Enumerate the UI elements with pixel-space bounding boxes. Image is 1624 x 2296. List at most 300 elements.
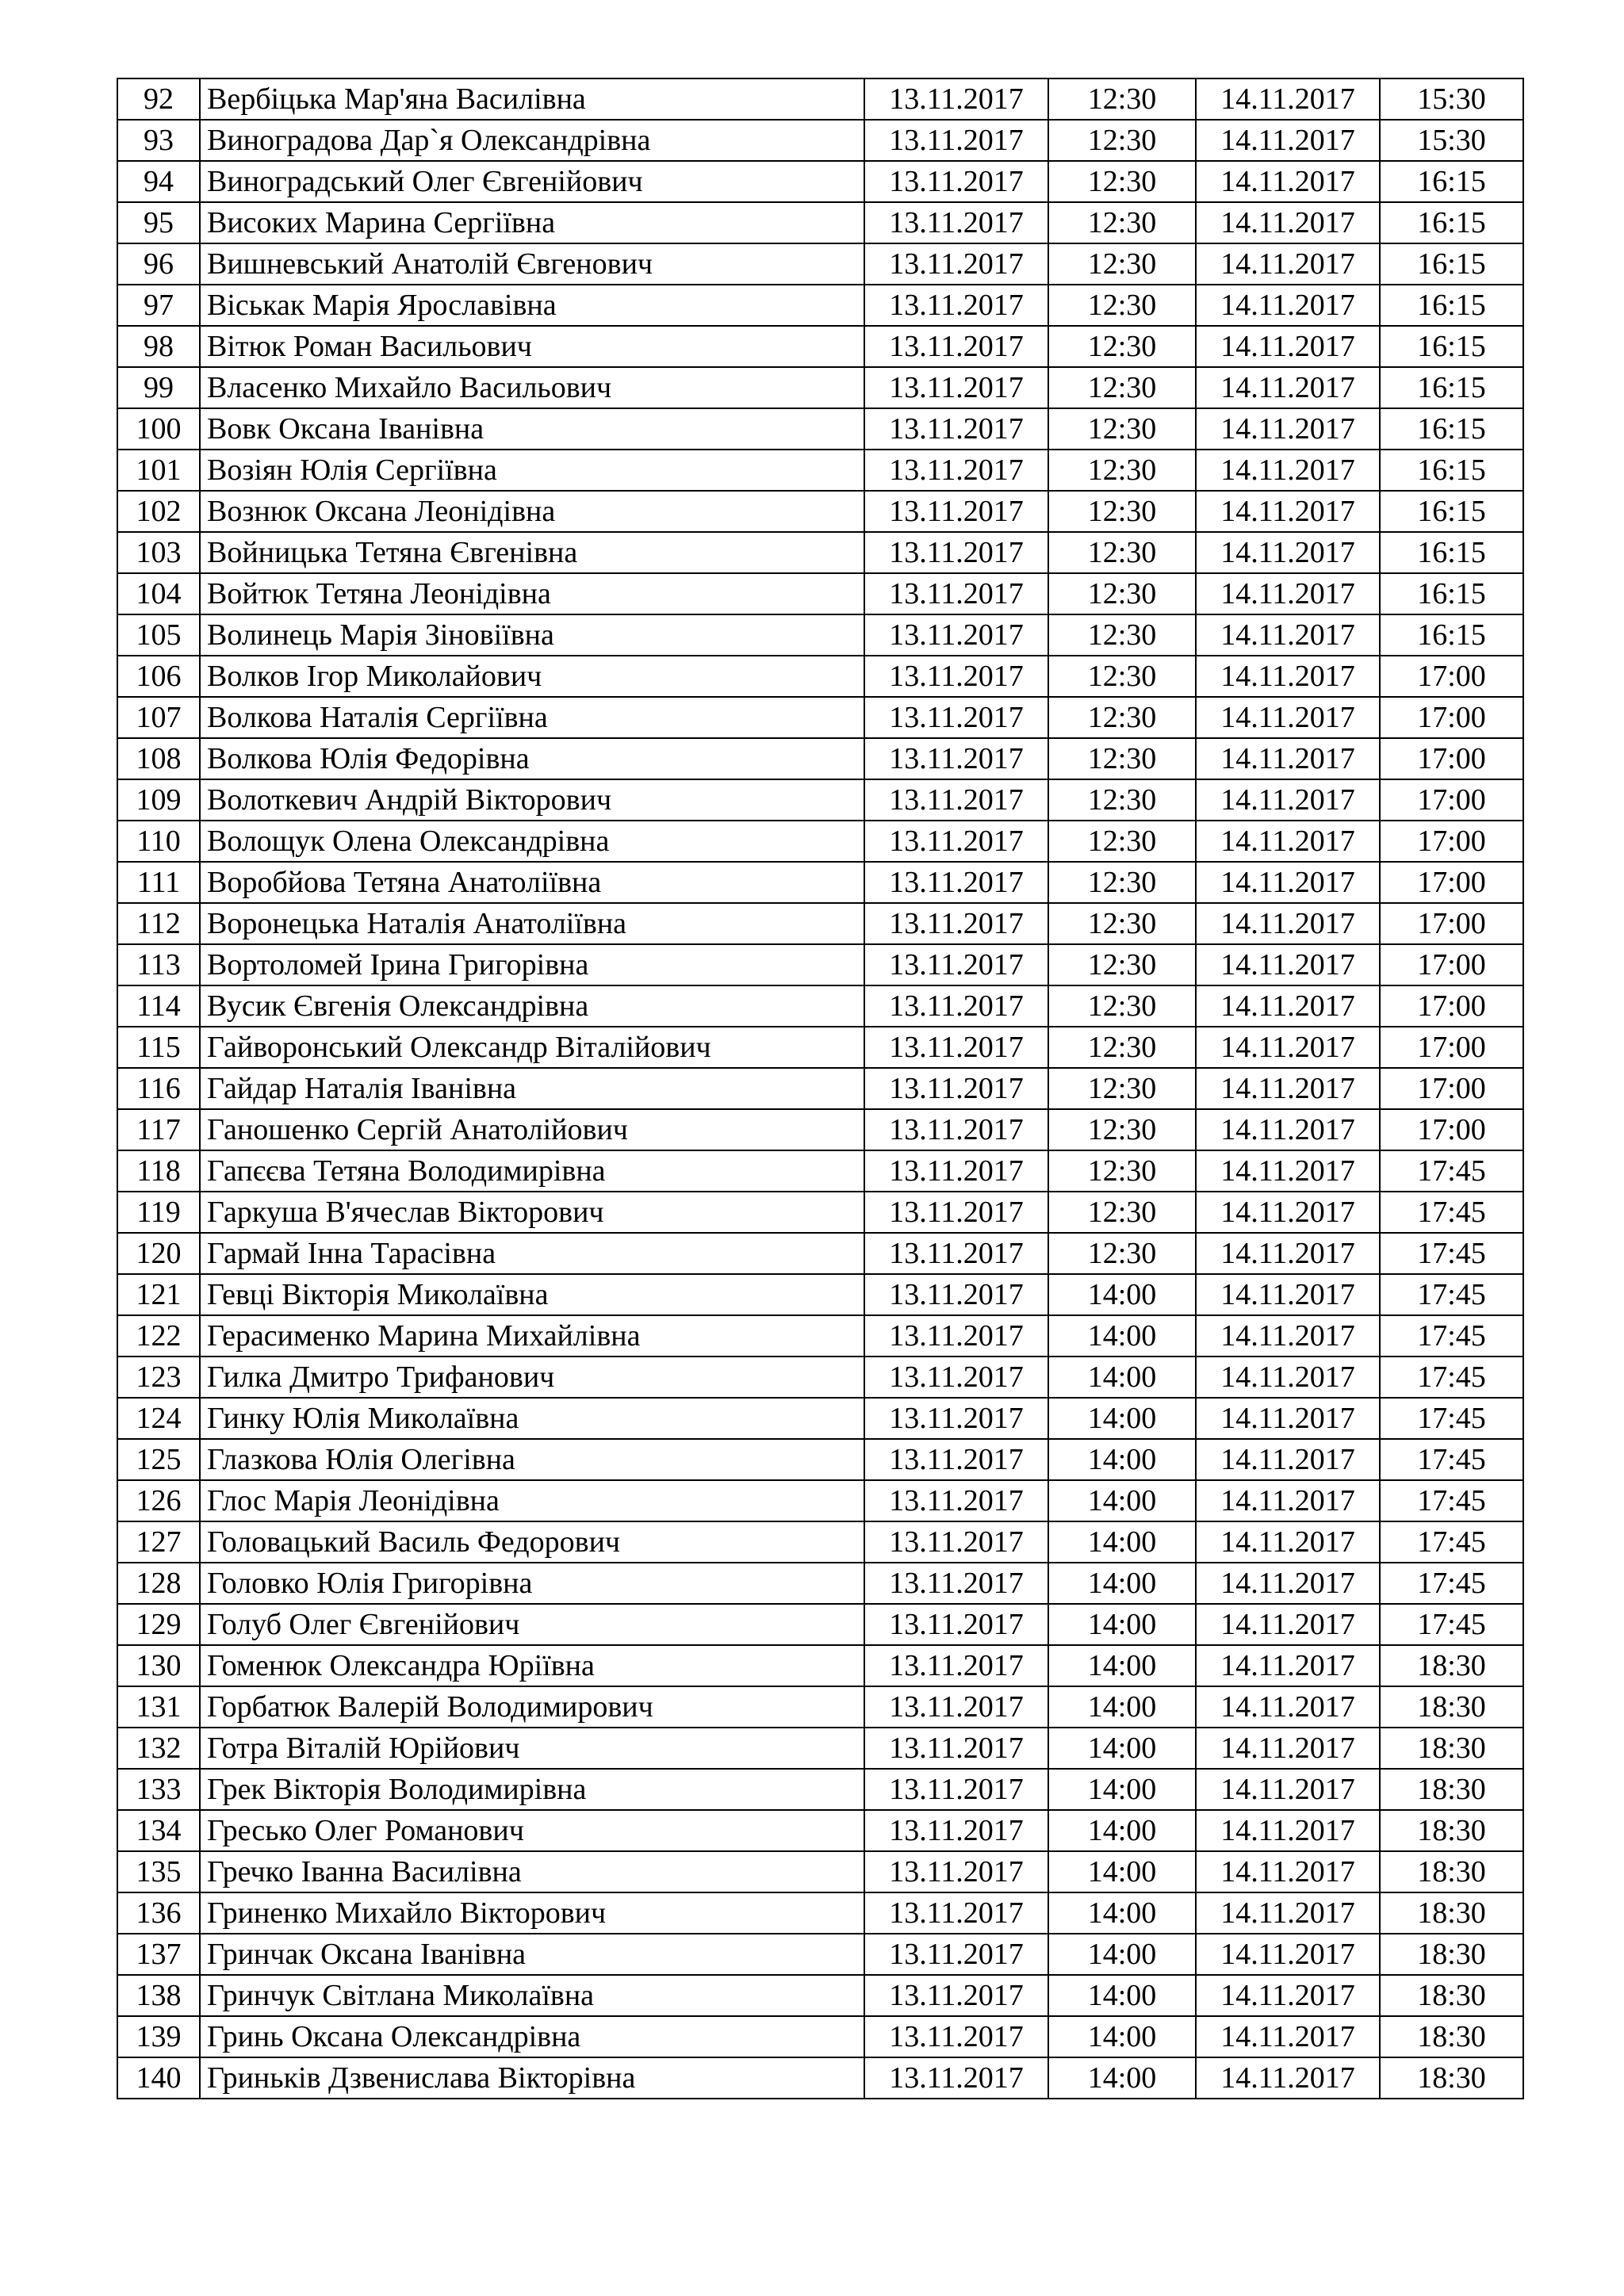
person-name-cell: Гайворонський Олександр Віталійович <box>200 1027 864 1068</box>
second-time-cell: 17:45 <box>1380 1604 1523 1645</box>
person-name-cell: Волощук Олена Олександрівна <box>200 821 864 862</box>
first-date-cell: 13.11.2017 <box>864 697 1048 738</box>
person-name-cell: Віськак Марія Ярославівна <box>200 285 864 326</box>
second-date-cell: 14.11.2017 <box>1196 1274 1380 1315</box>
second-date-cell: 14.11.2017 <box>1196 2057 1380 2099</box>
person-name-cell: Виноградський Олег Євгенійович <box>200 161 864 202</box>
person-name-cell: Гилка Дмитро Трифанович <box>200 1357 864 1398</box>
row-number-cell: 112 <box>117 903 200 944</box>
first-date-cell: 13.11.2017 <box>864 1439 1048 1480</box>
row-number-cell: 127 <box>117 1521 200 1563</box>
second-date-cell: 14.11.2017 <box>1196 1851 1380 1892</box>
second-date-cell: 14.11.2017 <box>1196 903 1380 944</box>
row-number-cell: 106 <box>117 656 200 697</box>
row-number-cell: 108 <box>117 738 200 779</box>
table-row <box>117 78 1523 120</box>
second-time-cell: 17:00 <box>1380 779 1523 821</box>
table-row <box>117 821 1523 862</box>
row-number-cell: 95 <box>117 202 200 243</box>
table-row <box>117 450 1523 491</box>
table-row <box>117 903 1523 944</box>
table-row <box>117 1563 1523 1604</box>
first-date-cell: 13.11.2017 <box>864 285 1048 326</box>
person-name-cell: Глос Марія Леонідівна <box>200 1480 864 1521</box>
person-name-cell: Гаркуша В'ячеслав Вікторович <box>200 1192 864 1233</box>
table-body <box>117 78 1523 2099</box>
second-date-cell: 14.11.2017 <box>1196 120 1380 161</box>
first-time-cell: 12:30 <box>1048 491 1196 532</box>
table-row <box>117 573 1523 614</box>
person-name-cell: Возіян Юлія Сергіївна <box>200 450 864 491</box>
person-name-cell: Ганошенко Сергій Анатолійович <box>200 1109 864 1150</box>
first-time-cell: 12:30 <box>1048 944 1196 985</box>
row-number-cell: 98 <box>117 326 200 367</box>
second-time-cell: 17:45 <box>1380 1439 1523 1480</box>
row-number-cell: 135 <box>117 1851 200 1892</box>
second-date-cell: 14.11.2017 <box>1196 821 1380 862</box>
first-date-cell: 13.11.2017 <box>864 243 1048 285</box>
second-time-cell: 16:15 <box>1380 614 1523 656</box>
first-time-cell: 12:30 <box>1048 1192 1196 1233</box>
second-date-cell: 14.11.2017 <box>1196 2016 1380 2057</box>
person-name-cell: Гапєєва Тетяна Володимирівна <box>200 1150 864 1192</box>
second-time-cell: 18:30 <box>1380 1934 1523 1975</box>
first-time-cell: 12:30 <box>1048 738 1196 779</box>
table-row <box>117 1480 1523 1521</box>
first-date-cell: 13.11.2017 <box>864 532 1048 573</box>
second-date-cell: 14.11.2017 <box>1196 614 1380 656</box>
first-time-cell: 14:00 <box>1048 1975 1196 2016</box>
second-date-cell: 14.11.2017 <box>1196 1480 1380 1521</box>
first-date-cell: 13.11.2017 <box>864 202 1048 243</box>
second-time-cell: 17:00 <box>1380 697 1523 738</box>
second-date-cell: 14.11.2017 <box>1196 1686 1380 1728</box>
second-date-cell: 14.11.2017 <box>1196 779 1380 821</box>
second-time-cell: 17:00 <box>1380 944 1523 985</box>
second-time-cell: 16:15 <box>1380 161 1523 202</box>
table-row <box>117 944 1523 985</box>
first-time-cell: 14:00 <box>1048 2057 1196 2099</box>
first-time-cell: 12:30 <box>1048 1109 1196 1150</box>
table-row <box>117 738 1523 779</box>
row-number-cell: 119 <box>117 1192 200 1233</box>
row-number-cell: 139 <box>117 2016 200 2057</box>
second-time-cell: 17:45 <box>1380 1233 1523 1274</box>
second-time-cell: 16:15 <box>1380 573 1523 614</box>
second-time-cell: 17:00 <box>1380 821 1523 862</box>
person-name-cell: Власенко Михайло Васильович <box>200 367 864 408</box>
second-time-cell: 16:15 <box>1380 326 1523 367</box>
schedule-table <box>117 78 1524 2099</box>
first-time-cell: 12:30 <box>1048 862 1196 903</box>
second-time-cell: 16:15 <box>1380 450 1523 491</box>
first-time-cell: 12:30 <box>1048 573 1196 614</box>
table-row <box>117 1274 1523 1315</box>
table-row <box>117 1975 1523 2016</box>
row-number-cell: 107 <box>117 697 200 738</box>
second-time-cell: 18:30 <box>1380 1851 1523 1892</box>
second-time-cell: 17:00 <box>1380 862 1523 903</box>
first-time-cell: 12:30 <box>1048 779 1196 821</box>
row-number-cell: 132 <box>117 1728 200 1769</box>
first-date-cell: 13.11.2017 <box>864 1563 1048 1604</box>
first-time-cell: 12:30 <box>1048 656 1196 697</box>
second-date-cell: 14.11.2017 <box>1196 532 1380 573</box>
second-time-cell: 17:45 <box>1380 1315 1523 1357</box>
first-date-cell: 13.11.2017 <box>864 821 1048 862</box>
first-date-cell: 13.11.2017 <box>864 2057 1048 2099</box>
person-name-cell: Вербіцька Мар'яна Василівна <box>200 78 864 120</box>
person-name-cell: Горбатюк Валерій Володимирович <box>200 1686 864 1728</box>
person-name-cell: Войницька Тетяна Євгенівна <box>200 532 864 573</box>
row-number-cell: 103 <box>117 532 200 573</box>
row-number-cell: 92 <box>117 78 200 120</box>
person-name-cell: Войтюк Тетяна Леонідівна <box>200 573 864 614</box>
second-time-cell: 17:45 <box>1380 1357 1523 1398</box>
first-time-cell: 12:30 <box>1048 1233 1196 1274</box>
person-name-cell: Грек Вікторія Володимирівна <box>200 1769 864 1810</box>
second-time-cell: 17:00 <box>1380 1109 1523 1150</box>
second-time-cell: 17:00 <box>1380 903 1523 944</box>
first-date-cell: 13.11.2017 <box>864 1109 1048 1150</box>
first-date-cell: 13.11.2017 <box>864 1480 1048 1521</box>
first-time-cell: 14:00 <box>1048 1604 1196 1645</box>
second-time-cell: 17:00 <box>1380 656 1523 697</box>
table-row <box>117 1192 1523 1233</box>
person-name-cell: Вовк Оксана Іванівна <box>200 408 864 450</box>
table-row <box>117 2016 1523 2057</box>
first-date-cell: 13.11.2017 <box>864 738 1048 779</box>
row-number-cell: 100 <box>117 408 200 450</box>
first-time-cell: 14:00 <box>1048 1480 1196 1521</box>
first-date-cell: 13.11.2017 <box>864 1027 1048 1068</box>
second-date-cell: 14.11.2017 <box>1196 1439 1380 1480</box>
table-row <box>117 1357 1523 1398</box>
second-time-cell: 17:00 <box>1380 1068 1523 1109</box>
first-date-cell: 13.11.2017 <box>864 1233 1048 1274</box>
first-time-cell: 14:00 <box>1048 1439 1196 1480</box>
first-time-cell: 12:30 <box>1048 243 1196 285</box>
second-time-cell: 18:30 <box>1380 1728 1523 1769</box>
table-row <box>117 1315 1523 1357</box>
row-number-cell: 140 <box>117 2057 200 2099</box>
second-time-cell: 16:15 <box>1380 532 1523 573</box>
row-number-cell: 111 <box>117 862 200 903</box>
first-time-cell: 12:30 <box>1048 985 1196 1027</box>
first-time-cell: 14:00 <box>1048 1810 1196 1851</box>
second-time-cell: 17:45 <box>1380 1563 1523 1604</box>
first-time-cell: 12:30 <box>1048 326 1196 367</box>
first-date-cell: 13.11.2017 <box>864 1934 1048 1975</box>
second-date-cell: 14.11.2017 <box>1196 656 1380 697</box>
table-row <box>117 120 1523 161</box>
row-number-cell: 137 <box>117 1934 200 1975</box>
table-row <box>117 779 1523 821</box>
table-row <box>117 1728 1523 1769</box>
first-date-cell: 13.11.2017 <box>864 408 1048 450</box>
person-name-cell: Головацький Василь Федорович <box>200 1521 864 1563</box>
row-number-cell: 124 <box>117 1398 200 1439</box>
first-time-cell: 12:30 <box>1048 450 1196 491</box>
second-time-cell: 15:30 <box>1380 78 1523 120</box>
person-name-cell: Глазкова Юлія Олегівна <box>200 1439 864 1480</box>
table-row <box>117 491 1523 532</box>
second-time-cell: 18:30 <box>1380 2057 1523 2099</box>
first-date-cell: 13.11.2017 <box>864 1398 1048 1439</box>
first-date-cell: 13.11.2017 <box>864 614 1048 656</box>
person-name-cell: Гевці Вікторія Миколаївна <box>200 1274 864 1315</box>
second-time-cell: 18:30 <box>1380 1892 1523 1934</box>
first-date-cell: 13.11.2017 <box>864 573 1048 614</box>
first-time-cell: 14:00 <box>1048 1315 1196 1357</box>
row-number-cell: 109 <box>117 779 200 821</box>
second-date-cell: 14.11.2017 <box>1196 1192 1380 1233</box>
person-name-cell: Вортоломей Ірина Григорівна <box>200 944 864 985</box>
person-name-cell: Воронецька Наталія Анатоліївна <box>200 903 864 944</box>
person-name-cell: Волкова Наталія Сергіївна <box>200 697 864 738</box>
first-date-cell: 13.11.2017 <box>864 1357 1048 1398</box>
first-date-cell: 13.11.2017 <box>864 450 1048 491</box>
second-time-cell: 17:45 <box>1380 1480 1523 1521</box>
person-name-cell: Волков Ігор Миколайович <box>200 656 864 697</box>
table-row <box>117 2057 1523 2099</box>
second-date-cell: 14.11.2017 <box>1196 985 1380 1027</box>
table-row <box>117 656 1523 697</box>
first-date-cell: 13.11.2017 <box>864 779 1048 821</box>
person-name-cell: Гриньків Дзвенислава Вікторівна <box>200 2057 864 2099</box>
second-date-cell: 14.11.2017 <box>1196 1728 1380 1769</box>
first-time-cell: 12:30 <box>1048 408 1196 450</box>
table-row <box>117 243 1523 285</box>
second-date-cell: 14.11.2017 <box>1196 1604 1380 1645</box>
person-name-cell: Гайдар Наталія Іванівна <box>200 1068 864 1109</box>
second-time-cell: 16:15 <box>1380 202 1523 243</box>
row-number-cell: 105 <box>117 614 200 656</box>
person-name-cell: Волкова Юлія Федорівна <box>200 738 864 779</box>
second-date-cell: 14.11.2017 <box>1196 450 1380 491</box>
person-name-cell: Вознюк Оксана Леонідівна <box>200 491 864 532</box>
first-date-cell: 13.11.2017 <box>864 1892 1048 1934</box>
first-date-cell: 13.11.2017 <box>864 1192 1048 1233</box>
table-row <box>117 1233 1523 1274</box>
first-time-cell: 14:00 <box>1048 1769 1196 1810</box>
second-time-cell: 16:15 <box>1380 408 1523 450</box>
row-number-cell: 136 <box>117 1892 200 1934</box>
person-name-cell: Герасименко Марина Михайлівна <box>200 1315 864 1357</box>
row-number-cell: 101 <box>117 450 200 491</box>
first-date-cell: 13.11.2017 <box>864 367 1048 408</box>
first-date-cell: 13.11.2017 <box>864 1728 1048 1769</box>
second-date-cell: 14.11.2017 <box>1196 738 1380 779</box>
second-date-cell: 14.11.2017 <box>1196 78 1380 120</box>
person-name-cell: Гоменюк Олександра Юріївна <box>200 1645 864 1686</box>
table-row <box>117 614 1523 656</box>
row-number-cell: 94 <box>117 161 200 202</box>
first-time-cell: 12:30 <box>1048 821 1196 862</box>
first-date-cell: 13.11.2017 <box>864 1686 1048 1728</box>
row-number-cell: 115 <box>117 1027 200 1068</box>
second-date-cell: 14.11.2017 <box>1196 1769 1380 1810</box>
first-time-cell: 14:00 <box>1048 2016 1196 2057</box>
row-number-cell: 97 <box>117 285 200 326</box>
first-time-cell: 12:30 <box>1048 161 1196 202</box>
first-date-cell: 13.11.2017 <box>864 985 1048 1027</box>
row-number-cell: 116 <box>117 1068 200 1109</box>
first-time-cell: 14:00 <box>1048 1645 1196 1686</box>
second-time-cell: 18:30 <box>1380 1810 1523 1851</box>
table-row <box>117 1439 1523 1480</box>
second-date-cell: 14.11.2017 <box>1196 326 1380 367</box>
table-row <box>117 1645 1523 1686</box>
row-number-cell: 104 <box>117 573 200 614</box>
second-date-cell: 14.11.2017 <box>1196 285 1380 326</box>
first-time-cell: 14:00 <box>1048 1357 1196 1398</box>
second-date-cell: 14.11.2017 <box>1196 1645 1380 1686</box>
row-number-cell: 128 <box>117 1563 200 1604</box>
table-row <box>117 326 1523 367</box>
first-date-cell: 13.11.2017 <box>864 2016 1048 2057</box>
first-date-cell: 13.11.2017 <box>864 1769 1048 1810</box>
first-date-cell: 13.11.2017 <box>864 161 1048 202</box>
first-date-cell: 13.11.2017 <box>864 78 1048 120</box>
first-time-cell: 14:00 <box>1048 1686 1196 1728</box>
row-number-cell: 117 <box>117 1109 200 1150</box>
table-row <box>117 862 1523 903</box>
first-time-cell: 14:00 <box>1048 1851 1196 1892</box>
second-date-cell: 14.11.2017 <box>1196 1975 1380 2016</box>
second-time-cell: 18:30 <box>1380 1645 1523 1686</box>
second-time-cell: 17:45 <box>1380 1398 1523 1439</box>
table-row <box>117 1604 1523 1645</box>
second-date-cell: 14.11.2017 <box>1196 243 1380 285</box>
first-date-cell: 13.11.2017 <box>864 862 1048 903</box>
row-number-cell: 122 <box>117 1315 200 1357</box>
table-row <box>117 367 1523 408</box>
second-time-cell: 18:30 <box>1380 2016 1523 2057</box>
second-date-cell: 14.11.2017 <box>1196 202 1380 243</box>
table-row <box>117 202 1523 243</box>
second-date-cell: 14.11.2017 <box>1196 1521 1380 1563</box>
person-name-cell: Гриненко Михайло Вікторович <box>200 1892 864 1934</box>
row-number-cell: 125 <box>117 1439 200 1480</box>
row-number-cell: 96 <box>117 243 200 285</box>
first-date-cell: 13.11.2017 <box>864 1975 1048 2016</box>
second-time-cell: 18:30 <box>1380 1769 1523 1810</box>
first-time-cell: 12:30 <box>1048 202 1196 243</box>
first-time-cell: 12:30 <box>1048 120 1196 161</box>
table-row <box>117 1769 1523 1810</box>
person-name-cell: Гринчук Світлана Миколаївна <box>200 1975 864 2016</box>
first-date-cell: 13.11.2017 <box>864 944 1048 985</box>
row-number-cell: 114 <box>117 985 200 1027</box>
first-date-cell: 13.11.2017 <box>864 326 1048 367</box>
first-date-cell: 13.11.2017 <box>864 656 1048 697</box>
row-number-cell: 118 <box>117 1150 200 1192</box>
table-row <box>117 1810 1523 1851</box>
second-date-cell: 14.11.2017 <box>1196 1027 1380 1068</box>
table-row <box>117 1892 1523 1934</box>
row-number-cell: 120 <box>117 1233 200 1274</box>
table-row <box>117 408 1523 450</box>
table-row <box>117 532 1523 573</box>
first-date-cell: 13.11.2017 <box>864 1851 1048 1892</box>
second-date-cell: 14.11.2017 <box>1196 1892 1380 1934</box>
person-name-cell: Вусик Євгенія Олександрівна <box>200 985 864 1027</box>
table-row <box>117 1851 1523 1892</box>
first-time-cell: 12:30 <box>1048 903 1196 944</box>
first-date-cell: 13.11.2017 <box>864 491 1048 532</box>
second-date-cell: 14.11.2017 <box>1196 1810 1380 1851</box>
second-date-cell: 14.11.2017 <box>1196 944 1380 985</box>
person-name-cell: Вітюк Роман Васильович <box>200 326 864 367</box>
person-name-cell: Головко Юлія Григорівна <box>200 1563 864 1604</box>
second-date-cell: 14.11.2017 <box>1196 1563 1380 1604</box>
first-time-cell: 12:30 <box>1048 697 1196 738</box>
row-number-cell: 130 <box>117 1645 200 1686</box>
row-number-cell: 110 <box>117 821 200 862</box>
second-date-cell: 14.11.2017 <box>1196 1315 1380 1357</box>
table-row <box>117 1068 1523 1109</box>
person-name-cell: Високих Марина Сергіївна <box>200 202 864 243</box>
table-row <box>117 1398 1523 1439</box>
row-number-cell: 102 <box>117 491 200 532</box>
table-row <box>117 1027 1523 1068</box>
second-date-cell: 14.11.2017 <box>1196 1109 1380 1150</box>
second-date-cell: 14.11.2017 <box>1196 1068 1380 1109</box>
second-time-cell: 17:45 <box>1380 1274 1523 1315</box>
row-number-cell: 129 <box>117 1604 200 1645</box>
second-time-cell: 16:15 <box>1380 367 1523 408</box>
second-date-cell: 14.11.2017 <box>1196 367 1380 408</box>
person-name-cell: Вишневський Анатолій Євгенович <box>200 243 864 285</box>
second-time-cell: 17:45 <box>1380 1521 1523 1563</box>
first-time-cell: 14:00 <box>1048 1728 1196 1769</box>
person-name-cell: Волинець Марія Зіновіївна <box>200 614 864 656</box>
first-time-cell: 12:30 <box>1048 1150 1196 1192</box>
row-number-cell: 138 <box>117 1975 200 2016</box>
second-time-cell: 18:30 <box>1380 1686 1523 1728</box>
second-time-cell: 16:15 <box>1380 491 1523 532</box>
row-number-cell: 99 <box>117 367 200 408</box>
first-time-cell: 14:00 <box>1048 1563 1196 1604</box>
second-date-cell: 14.11.2017 <box>1196 1150 1380 1192</box>
table-row <box>117 1934 1523 1975</box>
table-row <box>117 1109 1523 1150</box>
table-row <box>117 285 1523 326</box>
first-time-cell: 12:30 <box>1048 78 1196 120</box>
row-number-cell: 133 <box>117 1769 200 1810</box>
person-name-cell: Гречко Іванна Василівна <box>200 1851 864 1892</box>
person-name-cell: Виноградова Дар`я Олександрівна <box>200 120 864 161</box>
row-number-cell: 93 <box>117 120 200 161</box>
person-name-cell: Воробйова Тетяна Анатоліївна <box>200 862 864 903</box>
table-row <box>117 1150 1523 1192</box>
first-date-cell: 13.11.2017 <box>864 903 1048 944</box>
first-time-cell: 12:30 <box>1048 367 1196 408</box>
first-date-cell: 13.11.2017 <box>864 1315 1048 1357</box>
first-time-cell: 14:00 <box>1048 1934 1196 1975</box>
first-date-cell: 13.11.2017 <box>864 120 1048 161</box>
second-time-cell: 17:45 <box>1380 1192 1523 1233</box>
first-time-cell: 12:30 <box>1048 532 1196 573</box>
second-time-cell: 16:15 <box>1380 285 1523 326</box>
table-row <box>117 1686 1523 1728</box>
second-date-cell: 14.11.2017 <box>1196 161 1380 202</box>
second-date-cell: 14.11.2017 <box>1196 408 1380 450</box>
first-time-cell: 14:00 <box>1048 1274 1196 1315</box>
row-number-cell: 126 <box>117 1480 200 1521</box>
second-time-cell: 18:30 <box>1380 1975 1523 2016</box>
